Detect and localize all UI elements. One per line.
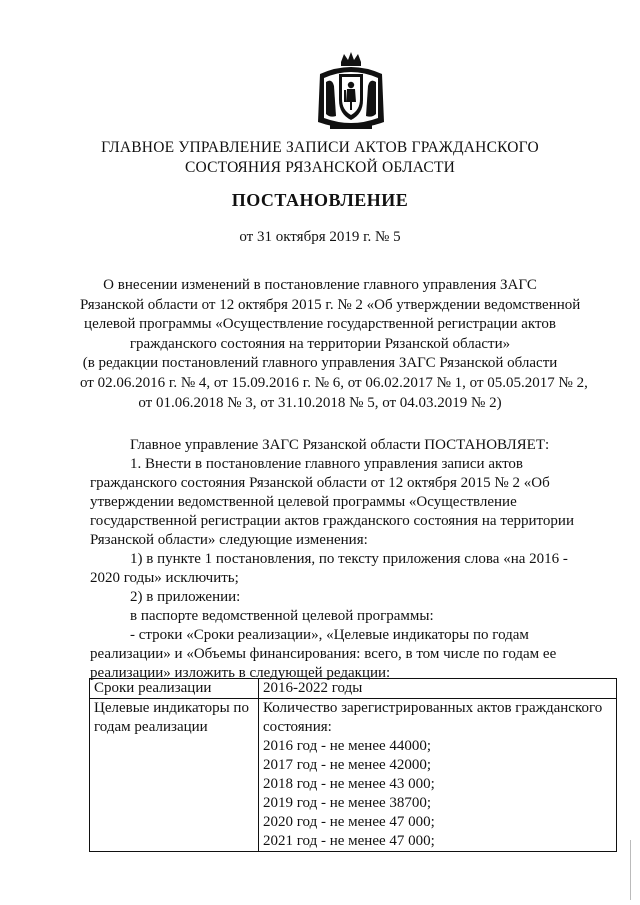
subject-line: целевой программы «Осуществление государственной регистрации актов [84, 316, 556, 333]
org-line: ГЛАВНОЕ УПРАВЛЕНИЕ ЗАПИСИ АКТОВ ГРАЖДАНСКОГО [101, 139, 539, 156]
indicator-line: Количество зарегистрированных актов гражданского [263, 700, 603, 716]
sub-item-2: 2) в приложении: [130, 589, 241, 605]
table-cell-label: Сроки реализации [90, 679, 259, 699]
scan-margin-line [630, 840, 631, 900]
org-line: СОСТОЯНИЯ РЯЗАНСКОЙ ОБЛАСТИ [184, 159, 456, 176]
rows-instruction [90, 626, 616, 683]
item-line: 1. Внести в постановление главного управления записи актов [130, 456, 524, 472]
document-date-number: от 31 октября 2019 г. № 5 [239, 229, 401, 245]
indicator-line: 2017 год - не менее 42000; [263, 757, 432, 773]
organization-name [60, 138, 580, 178]
item-1 [90, 455, 616, 550]
subject-line: от 01.06.2018 № 3, от 31.10.2018 № 5, от 04.03.2019 № 2) [138, 394, 502, 411]
document-body [90, 436, 616, 683]
program-passport-table [89, 678, 617, 852]
preamble: Главное управление ЗАГС Рязанской области ПОСТАНОВЛЯЕТ: [130, 437, 550, 453]
indicator-line: 2018 год - не менее 43 000; [263, 776, 435, 792]
item-line: Рязанской области» следующие изменения: [90, 532, 368, 548]
table-cell-label: Целевые индикаторы по годам реализации [90, 699, 259, 852]
indicator-line: 2020 год - не менее 47 000; [263, 814, 435, 830]
subject-line: от 02.06.2016 г. № 4, от 15.09.2016 г. № 6, от 06.02.2017 № 1, от 05.05.2017 № 2, [80, 374, 588, 391]
subject-line: (в редакции постановлений главного управления ЗАГС Рязанской области [82, 355, 558, 372]
document-type: ПОСТАНОВЛЕНИЕ [231, 190, 409, 210]
sub-item-line: 1) в пункте 1 постановления, по тексту приложения слова «на 2016 - [130, 551, 568, 567]
subject-line: О внесении изменений в постановление главного управления ЗАГС [103, 277, 537, 293]
coat-of-arms-icon [314, 52, 388, 136]
rows-line: - строки «Сроки реализации», «Целевые индикаторы по годам [130, 627, 529, 643]
indicator-line: 2016 год - не менее 44000; [263, 738, 432, 754]
table-row [90, 699, 617, 852]
indicator-line: 2019 год - не менее 38700; [263, 795, 432, 811]
rows-line: реализации» и «Объемы финансирования: всего, в том числе по годам ее [90, 646, 557, 662]
subject-line: Рязанской области от 12 октября 2015 г. № 2 «Об утверждении ведомственной [80, 296, 581, 313]
item-line: государственной регистрации актов гражданского состояния на территории [90, 513, 574, 529]
subject-line: гражданского состояния на территории Рязанской области» [129, 335, 511, 352]
sub-item-line: 2020 годы» исключить; [90, 570, 239, 586]
item-line: гражданского состояния Рязанской области от 12 октября 2015 № 2 «Об [90, 475, 550, 491]
table-cell-value [259, 699, 617, 852]
indicator-line: 2021 год - не менее 47 000; [263, 833, 435, 849]
sub-item-1 [90, 550, 616, 588]
passport-line: в паспорте ведомственной целевой программы: [130, 608, 434, 624]
document-subject [80, 276, 588, 413]
item-line: утверждении ведомственной целевой программы «Осуществление [90, 494, 517, 510]
table-row [90, 679, 617, 699]
table-cell-value: 2016-2022 годы [259, 679, 617, 699]
indicator-line: состояния: [263, 719, 332, 735]
rows-line: реализации» изложить в следующей редакции: [90, 665, 391, 681]
